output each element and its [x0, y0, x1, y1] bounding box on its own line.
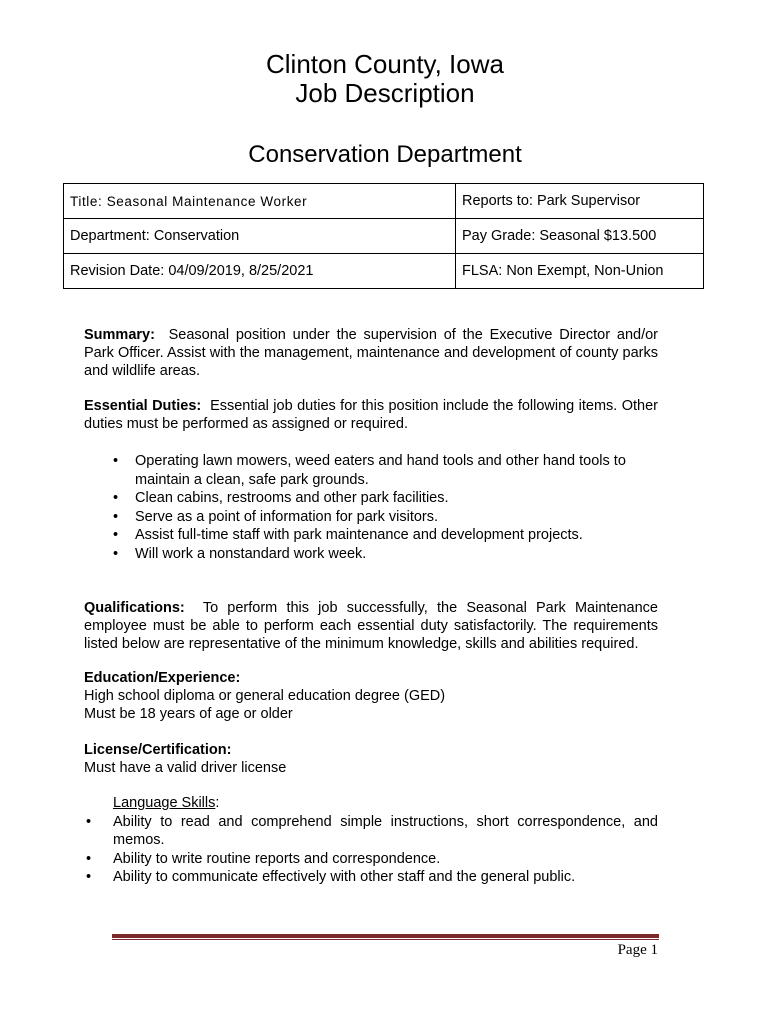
language-skills-section: Language Skills: • Ability to read and comprehend simple instructions, short correspondence, and memos. • Ability to write routine reports and correspondence. • Ability to communicate effectively with other staff and the general public. — [86, 795, 658, 885]
qualifications-section — [84, 599, 658, 653]
department-heading: Conservation Department — [248, 141, 522, 168]
list-item: • Ability to read and comprehend simple instructions, short correspondence, and memos. — [86, 813, 658, 848]
title-cell: Title: Seasonal Maintenance Worker — [64, 184, 456, 219]
table-row — [64, 219, 704, 254]
essential-duties-section — [84, 397, 658, 433]
license-line: Must have a valid driver license — [84, 760, 287, 776]
bullet-icon: • — [113, 490, 119, 506]
duties-list — [108, 452, 660, 563]
list-item: • Clean cabins, restrooms and other park facilities. — [113, 490, 449, 506]
list-item: • Ability to communicate effectively with other staff and the general public. — [86, 869, 576, 885]
list-item: • Serve as a point of information for park visitors. — [113, 508, 439, 525]
summary-text: Seasonal position under the supervision of the Executive Director and/or Park Officer. Assist with the management, maintenance and development of county parks and wildlife areas. — [84, 327, 658, 379]
table-row — [64, 254, 704, 289]
education-line: Must be 18 years of age or older — [84, 706, 293, 722]
bullet-icon: • — [86, 869, 92, 885]
page-number: Page 1 — [617, 942, 658, 958]
footer-rule-thin — [112, 939, 659, 940]
bullet-icon: • — [113, 508, 119, 525]
document-title: Job Description — [295, 78, 475, 108]
county-title: Clinton County, Iowa — [266, 49, 504, 79]
job-info-table — [63, 183, 704, 289]
bullet-icon: • — [113, 527, 119, 543]
list-item: • Ability to write routine reports and correspondence. — [86, 850, 441, 867]
list-item: • Operating lawn mowers, weed eaters and hand tools and other hand tools to maintain a clean, safe park grounds. — [113, 453, 626, 488]
list-item: • Will work a nonstandard work week. — [113, 545, 367, 562]
footer-rule — [112, 934, 659, 938]
bullet-icon: • — [113, 453, 119, 469]
flsa-cell: FLSA: Non Exempt, Non-Union — [456, 254, 704, 289]
education-line: High school diploma or general education degree (GED) — [84, 688, 446, 704]
license-section — [84, 741, 658, 777]
qualifications-text: To perform this job successfully, the Seasonal Park Maintenance employee must be able to perform each essential duty satisfactorily. The requirements listed below are representative of the minimum knowledge, skills and abilities required. — [84, 600, 658, 652]
essential-duties-text: Essential job duties for this position include the following items. Other duties must be performed as assigned or required. — [84, 398, 658, 432]
education-label: Education/Experience: — [84, 670, 241, 686]
essential-duties-label: Essential Duties: — [84, 398, 202, 414]
pay-grade-cell: Pay Grade: Seasonal $13.500 — [456, 219, 704, 254]
bullet-icon: • — [86, 813, 92, 830]
revision-date-cell: Revision Date: 04/09/2019, 8/25/2021 — [64, 254, 456, 289]
license-label: License/Certification: — [84, 742, 232, 758]
language-skills-label: Language Skills — [113, 795, 216, 811]
education-section — [84, 669, 658, 723]
qualifications-label: Qualifications: — [84, 600, 185, 616]
reports-to-cell: Reports to: Park Supervisor — [456, 184, 704, 219]
table-row — [64, 184, 704, 219]
summary-label: Summary: — [84, 327, 155, 343]
language-skills-list — [84, 813, 658, 887]
list-item: • Assist full-time staff with park maintenance and development projects. — [113, 527, 583, 543]
bullet-icon: • — [113, 545, 119, 562]
department-cell: Department: Conservation — [64, 219, 456, 254]
bullet-icon: • — [86, 850, 92, 867]
summary-section — [84, 326, 658, 380]
